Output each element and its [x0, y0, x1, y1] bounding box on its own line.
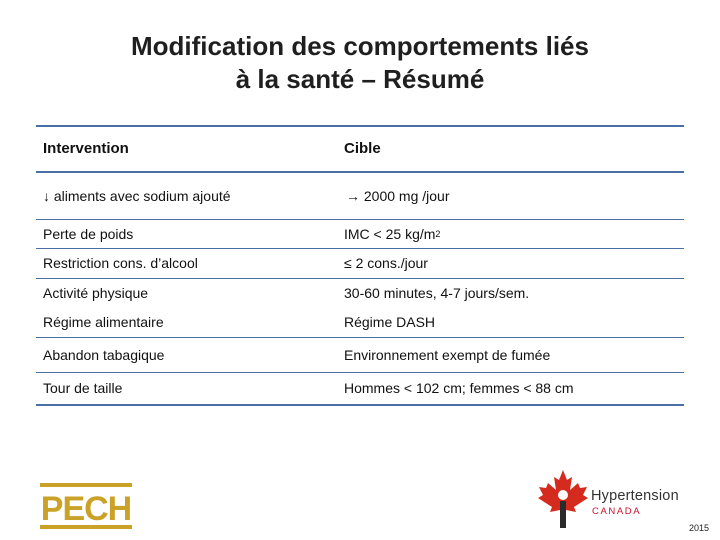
cible-cell: IMC < 25 kg/m 2 — [344, 225, 441, 242]
table-row — [36, 338, 684, 373]
maple-leaf-icon — [536, 466, 590, 530]
table-row — [36, 249, 684, 279]
cible-cell: Environnement exempt de fumée — [344, 346, 551, 363]
hypertension-canada-logo — [536, 466, 696, 530]
header-intervention: Intervention — [43, 140, 129, 158]
table-row — [36, 173, 684, 220]
header-cible: Cible — [344, 140, 381, 158]
logo-word-hypertension: Hypertension — [591, 488, 679, 504]
cible-text: IMC < 25 kg/m — [344, 225, 436, 242]
cible-cell: Hommes < 102 cm; femmes < 88 cm — [344, 380, 574, 397]
slide-title — [60, 30, 660, 95]
intervention-cell: Tour de taille — [43, 380, 123, 397]
table-row — [36, 373, 684, 406]
logo-word-canada: CANADA — [592, 506, 642, 517]
table-header-row — [36, 127, 684, 173]
cible-cell: → 2000 mg /jour — [346, 187, 450, 204]
title-line-2: à la santé – Résumé — [235, 63, 485, 94]
intervention-cell: Régime alimentaire — [43, 314, 164, 331]
table-row — [36, 308, 684, 338]
svg-text:PECH: PECH — [40, 490, 132, 528]
intervention-cell: Abandon tabagique — [43, 346, 165, 363]
table-row — [36, 220, 684, 249]
year-label: 2015 — [689, 523, 710, 533]
intervention-cell: ↓ aliments avec sodium ajouté — [43, 187, 231, 204]
intervention-cell: Restriction cons. d’alcool — [43, 255, 198, 272]
table-row — [36, 279, 684, 308]
intervention-cell: Activité physique — [43, 285, 149, 302]
cible-cell: Régime DASH — [344, 314, 436, 331]
title-line-1: Modification des comportements liés — [131, 31, 589, 61]
intervention-cell: Perte de poids — [43, 225, 134, 242]
pech-logo — [40, 483, 132, 529]
cible-cell: ≤ 2 cons./jour — [344, 255, 428, 272]
summary-table — [36, 125, 684, 406]
cible-cell: 30-60 minutes, 4-7 jours/sem. — [344, 285, 530, 302]
